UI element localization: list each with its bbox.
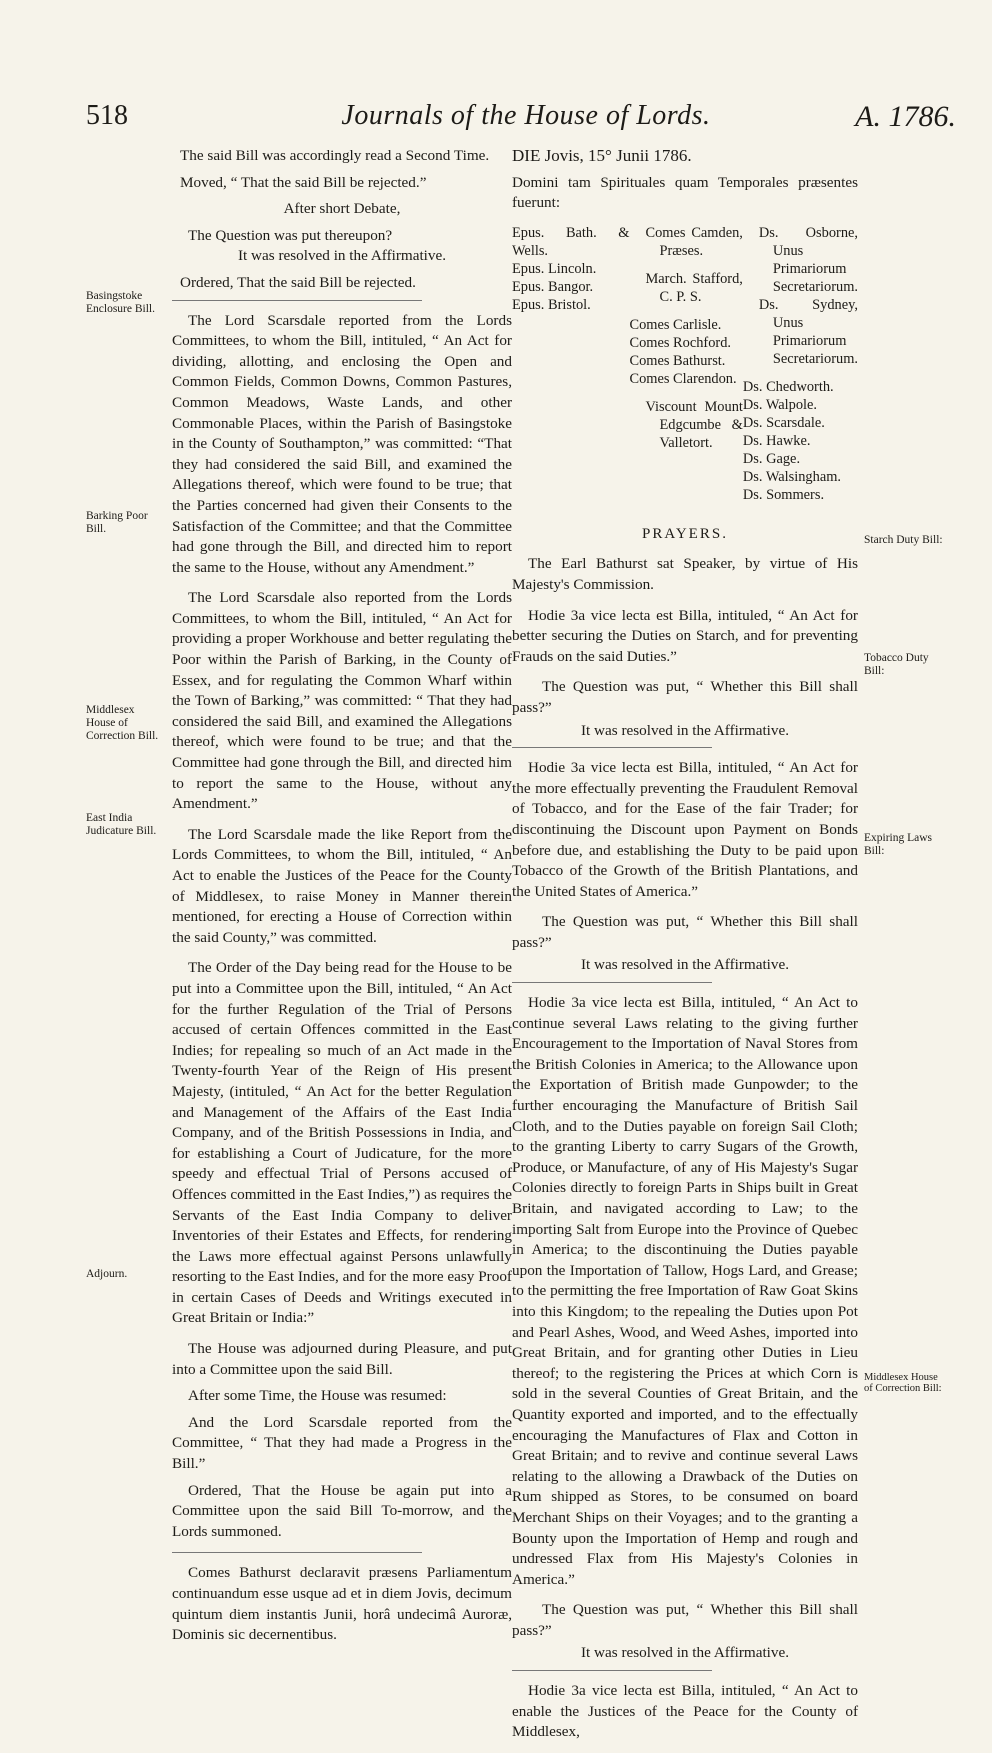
list-item: Epus. Lincoln.: [512, 260, 597, 277]
margin-note-basingstoke: Basingstoke Enclosure Bill.: [86, 290, 155, 315]
question-put: The Question was put, “ Whether this Bill shall pass?”: [512, 678, 858, 716]
progress-report: And the Lord Scarsdale reported from the Committee, “ That they had made a Progress in the Bill.”: [172, 1413, 512, 1473]
house-adjourned: The House was adjourned during Pleasure, and put into a Committee upon the said Bill.: [172, 1340, 512, 1378]
peers-list: [629, 224, 742, 504]
list-item: Ds. Gage.: [742, 450, 801, 467]
list-item: Comes Clarendon.: [629, 370, 737, 387]
attendance-lists: [512, 224, 858, 504]
resolved-affirmative: It was resolved in the Affirmative.: [580, 956, 790, 974]
resolved-affirmative: It was resolved in the Affirmative.: [580, 721, 790, 739]
list-item: Ds. Walpole.: [742, 396, 818, 413]
list-item: Epus. Bath. & Wells.: [512, 224, 630, 259]
attendance-heading: Domini tam Spirituales quam Temporales præsentes fuerunt:: [512, 173, 858, 212]
list-item: Ds. Hawke.: [742, 432, 811, 449]
question-put: The Question was put, “ Whether this Bill shall pass?”: [512, 913, 858, 951]
prayers-heading: PRAYERS.: [642, 525, 728, 542]
list-item: Ds. Walsingham.: [742, 468, 841, 485]
margin-note-adjourn: Adjourn.: [86, 1268, 128, 1280]
resolved-affirmative: It was resolved in the Affirmative.: [237, 247, 447, 265]
margin-note-starch: Starch Duty Bill:: [864, 534, 943, 546]
divider: [172, 300, 422, 301]
resolved-affirmative: It was resolved in the Affirmative.: [580, 1644, 790, 1662]
middlesex-bill-reading: Hodie 3a vice lecta est Billa, intituled, “ An Act to enable the Justices of the Peace for the County of Middlesex,: [512, 1682, 858, 1741]
left-column: [172, 146, 512, 1656]
margin-note-east-india: East India Judicature Bill.: [86, 812, 157, 837]
list-item: Epus. Bangor.: [512, 278, 594, 295]
margin-note-expiring: Expiring Laws Bill:: [864, 832, 933, 857]
bishops-list: [512, 224, 629, 504]
divider: [512, 1670, 712, 1671]
barons-list: [743, 224, 858, 504]
margin-note-barking: Barking Poor Bill.: [86, 510, 148, 535]
tobacco-bill-reading: Hodie 3a vice lecta est Billa, intituled, “ An Act for the more effectually preventing the Fraudulent Removal of Tobacco, and for the Ease of the fair Trader; for discontinuing the Discount upon Payment on Bonds before due, and establishing the Duty to be paid upon Tobacco of the Growth of the British Plantations, and the United States of America.”: [512, 759, 858, 900]
barking-report: The Lord Scarsdale also reported from the Lords Committees, to whom the Bill, intituled, “ An Act for providing a proper Workhouse and better regulating the Poor within the Parish of Barking, in the County of Essex, and for regulating the Common Wharf within the Town of Barking,” was committed: “ That they had considered the said Bill, and examined the Allegations thereof, which were found to be true; and that the Committee had gone through the Bill, and directed him to report the same to the House, without any Amendment.”: [172, 589, 512, 813]
house-resumed: After some Time, the House was resumed:: [188, 1387, 447, 1405]
expiring-laws-bill-reading: Hodie 3a vice lecta est Billa, intituled, “ An Act to continue several Laws relating to the giving further Encouragement to the Importation of Naval Stores from the British Colonies in America; to the Allowance upon the Exportation of British made Gunpowder; to the further encouraging the Manufacture of British Sail Cloth, and to the Duties payable on foreign Sail Cloth; to the granting Liberty to carry Sugars of the Growth, Produce, or Manufacture, of any of His Majesty's Sugar Colonies directly to foreign Parts in Ships built in Great Britain, and navigated according to Law; to the importing Salt from Europe into the Province of Quebec in America; to the discontinuing the Duties payable upon the Importation of Tallow, Hogs Lard, and Grease; to the permitting the free Importation of Raw Goat Skins into this Kingdom; to the repealing the Duties upon Pot and Pearl Ashes, Wood, and Weed Ashes, imported into Great Britain, and for granting other Duties in Lieu thereof; to the registering the Prices at which Corn is sold in the several Counties of Great Britain, and the Quantity exported and imported, and to the effectually encouraging the Manufactures of Flax and Cotton in Great Britain; and to revive and continue several Laws relating to the allowing a Drawback of the Duties on Rum shipped as Stores, to be consumed on board Merchant Ships on their Voyages; and to the granting a Bounty upon the Importation of Hemp and rough and undressed Flax from His Majesty's Colonies in America.”: [512, 994, 858, 1588]
question-put: The Question was put, “ Whether this Bill shall pass?”: [512, 1601, 858, 1639]
list-item: Ds. Sommers.: [742, 486, 825, 503]
list-item: Ds. Scarsdale.: [742, 414, 825, 431]
running-year: A. 1786.: [855, 100, 956, 133]
motion-reject: Moved, “ That the said Bill be rejected.”: [180, 173, 427, 191]
list-item: Ds. Sydney, Unus Primariorum Secretariorum.: [758, 296, 858, 367]
margin-note-middlesex-right: Middlesex House of Correction Bill:: [864, 1372, 942, 1394]
running-title: Journals of the House of Lords.: [341, 100, 711, 131]
list-item: Ds. Osborne, Unus Primariorum Secretariorum.: [758, 224, 858, 295]
list-item: Epus. Bristol.: [512, 296, 591, 313]
ordered-committee: Ordered, That the House be again put into a Committee upon the said Bill To-morrow, and the Lords summoned.: [172, 1481, 512, 1540]
ordered-reject: Ordered, That the said Bill be rejected.: [180, 273, 416, 291]
list-item: Comes Rochford.: [629, 334, 731, 351]
starch-bill-reading: Hodie 3a vice lecta est Billa, intituled, “ An Act for better securing the Duties on Starch, and for preventing Frauds on the said Duties.”: [512, 606, 858, 665]
margin-note-middlesex: Middlesex House of Correction Bill.: [86, 704, 159, 742]
list-item: Comes Camden, Præses.: [645, 224, 743, 259]
adjournment: Comes Bathurst declaravit præsens Parliamentum continuandum esse usque ad et in diem Jovis, decimum quintum diem instantis Junii, horâ undecimâ Auroræ, Dominis sic decernentibus.: [172, 1564, 512, 1644]
running-header: [86, 100, 966, 140]
list-item: Comes Bathurst.: [629, 352, 726, 369]
list-item: Comes Carlisle.: [629, 316, 722, 333]
page-number: 518: [86, 100, 128, 131]
middlesex-report: The Lord Scarsdale made the like Report from the Lords Committees, to whom the Bill, intituled, “ An Act to enable the Justices of the Peace for the County of Middlesex, to raise Money in Manner therein mentioned, for erecting a House of Correction within the said County,” was committed.: [172, 825, 512, 946]
question-put: The Question was put thereupon?: [188, 226, 393, 244]
speaker-note: The Earl Bathurst sat Speaker, by virtue of His Majesty's Commission.: [512, 555, 858, 593]
divider: [172, 1552, 422, 1553]
second-reading: The said Bill was accordingly read a Second Time.: [180, 147, 490, 164]
basingstoke-report: The Lord Scarsdale reported from the Lords Committees, to whom the Bill, intituled, “ An Act for dividing, allotting, and enclosing the Open and Common Fields, Common Downs, Common Pastures, Common Meadows, Waste Lands, and other Commonable Places, within the Parish of Basingstoke in the County of Southampton,” was committed: “That they had considered the said Bill, and examined the Allegations thereof, which were found to be true; that the Parties concerned had given their Consents to the Satisfaction of the Committee; and that the Committee had gone through the Bill, and directed him to report the same to the House, without any Amendment.”: [172, 311, 512, 576]
list-item: Viscount Mount Edgcumbe & Valletort.: [645, 398, 743, 451]
divider: [512, 982, 712, 983]
divider: [512, 747, 712, 748]
after-debate: After short Debate,: [283, 200, 401, 218]
margin-note-tobacco: Tobacco Duty Bill:: [864, 652, 929, 677]
session-date: DIE Jovis, 15° Junii 1786.: [512, 146, 692, 165]
east-india-order: The Order of the Day being read for the House to be put into a Committee upon the Bill, intituled, “ An Act for the further Regulation of the Trial of Persons accused of certain Offences committed in the East Indies; for repealing so much of an Act made in the Twenty-fourth Year of the Reign of His present Majesty, (intituled, “ An Act for the better Regulation and Management of the Affairs of the East India Company, and of the British Possessions in India, and for establishing a Court of Judicature, for the more speedy and effectual Trial of Persons accused of Offences committed in the East Indies,”) as requires the Servants of the East India Company to deliver Inventories of their Estates and Effects, for rendering the Laws more effectual against Persons unlawfully resorting to the East Indies, and for the more easy Proof in certain Cases of Deeds and Writings executed in Great Britain or India:”: [172, 959, 512, 1327]
right-column: [512, 146, 858, 1753]
list-item: Ds. Chedworth.: [742, 378, 834, 395]
list-item: March. Stafford, C. P. S.: [645, 270, 743, 305]
